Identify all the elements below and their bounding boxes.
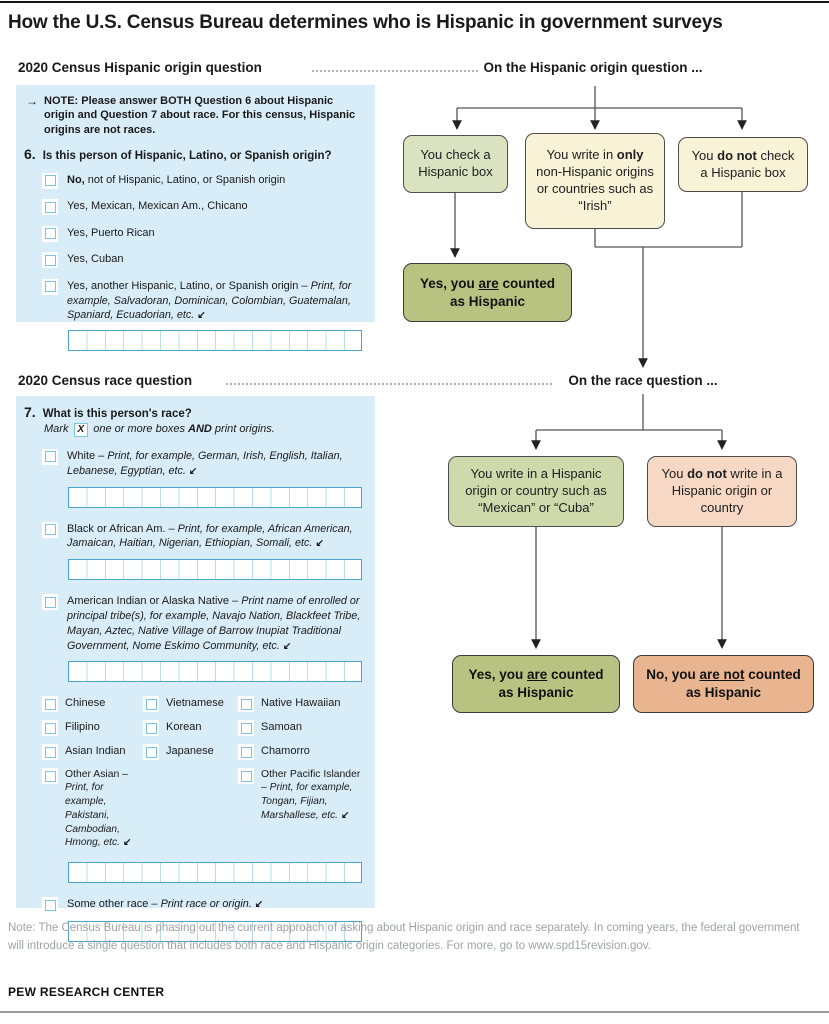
question-6 — [24, 147, 365, 164]
flow-result-counted-hispanic: Yes, you are counted as Hispanic — [403, 263, 572, 322]
grid-spacer — [143, 768, 238, 850]
q7-option-chinese: Chinese — [42, 696, 143, 712]
census-panel-race — [16, 396, 375, 911]
section-header-race: 2020 Census race question — [18, 373, 193, 388]
checkbox-icon — [238, 696, 254, 712]
question-text: Is this person of Hispanic, Latino, or Spanish origin? — [42, 149, 332, 162]
checkbox-icon — [42, 252, 58, 268]
write-in-grid — [68, 862, 362, 883]
print-arrow-icon: ↙ — [122, 837, 132, 849]
checkbox-icon — [42, 594, 58, 610]
checkbox-icon — [143, 744, 159, 760]
note-text: NOTE: Please answer BOTH Question 6 about Hispanic origin and Question 7 about race. For this census, Hispanic origins are not races. — [44, 95, 356, 136]
footer-note: Note: The Census Bureau is phasing out the current approach of asking about Hispanic origin and race separately. In coming years, the federal government will introduce a single question that includes both race and Hispanic origin categories. For more, go to www.spd15revision.gov. — [8, 922, 800, 952]
option-label: Some other race – Print race or origin. ↙ — [67, 898, 264, 911]
flow-result-race-not-counted-hispanic: No, you are not counted as Hispanic — [633, 655, 814, 713]
write-in-grid — [68, 330, 362, 351]
census-panel-hispanic-origin — [16, 85, 375, 322]
checkbox-icon — [42, 897, 58, 913]
print-arrow-icon: ↙ — [341, 809, 350, 821]
q7-option-japanese: Japanese — [143, 744, 238, 760]
q7-option-samoan: Samoan — [238, 720, 365, 736]
question-7 — [24, 405, 365, 422]
print-arrow-icon: ↙ — [282, 640, 292, 652]
q6-option-cuban — [42, 252, 365, 268]
q7-option-native-hawaiian: Native Hawaiian — [238, 696, 365, 712]
q7-option-black — [42, 522, 365, 552]
write-in-grid — [68, 559, 362, 580]
question-text: What is this person's race? — [42, 408, 192, 420]
checkbox-icon — [42, 768, 58, 784]
write-in-grid — [68, 661, 362, 682]
section-header-hispanic: 2020 Census Hispanic origin question — [18, 60, 262, 75]
top-rule — [0, 1, 829, 3]
checkbox-icon — [238, 744, 254, 760]
option-label: Yes, Puerto Rican — [67, 226, 155, 239]
print-arrow-icon: ↙ — [315, 538, 324, 550]
dotted-leader — [312, 70, 478, 72]
question-number: 7. — [24, 404, 36, 420]
page-title: How the U.S. Census Bureau determines who is Hispanic in government surveys — [8, 12, 723, 33]
option-label: American Indian or Alaska Native – Print name of enrolled or principal tribe(s), for example, Navajo Nation, Blackfeet Tribe, Mayan, Aztec, Native Village of Barrow Inupiat Traditional Government, Nome Eskimo Community, etc. ↙ — [67, 595, 361, 652]
x-box-icon: X — [74, 423, 89, 437]
q7-option-vietnamese: Vietnamese — [143, 696, 238, 712]
bottom-rule — [0, 1011, 829, 1013]
q6-option-puerto-rican — [42, 226, 365, 242]
checkbox-icon — [42, 199, 58, 215]
census-note — [26, 94, 366, 137]
checkbox-icon — [42, 279, 58, 295]
q6-option-no — [42, 173, 365, 189]
q6-option-another — [42, 279, 365, 323]
option-label: Black or African Am. – Print, for example, African American, Jamaican, Haitian, Nigerian, Ethiopian, Somali, etc. ↙ — [67, 522, 353, 550]
checkbox-icon — [42, 720, 58, 736]
q7-option-other-asian: Other Asian – Print, for example, Pakistani, Cambodian, Hmong, etc. ↙ — [42, 768, 143, 850]
checkbox-icon — [143, 696, 159, 712]
option-label: No, not of Hispanic, Latino, or Spanish origin — [67, 173, 286, 186]
checkbox-icon — [143, 720, 159, 736]
q7-option-white — [42, 449, 365, 479]
q7-option-filipino: Filipino — [42, 720, 143, 736]
checkbox-icon — [42, 744, 58, 760]
source-label: PEW RESEARCH CENTER — [8, 985, 165, 999]
write-in-grid — [68, 487, 362, 508]
flow-box-check-hispanic: You check a Hispanic box — [403, 135, 508, 193]
flow-box-no-check-hispanic: You do not check a Hispanic box — [678, 137, 808, 192]
option-label: Yes, Mexican, Mexican Am., Chicano — [67, 200, 248, 213]
race-checkbox-grid — [42, 696, 365, 850]
checkbox-icon — [42, 173, 58, 189]
q7-option-other-pacific: Other Pacific Islander – Print, for example, Tongan, Fijian, Marshallese, etc. ↙ — [238, 768, 365, 850]
checkbox-icon — [238, 720, 254, 736]
option-label: Yes, another Hispanic, Latino, or Spanish origin – Print, for example, Salvadoran, Dominican, Colombian, Guatemalan, Spaniard, Ecuadorian, etc. ↙ — [67, 279, 352, 322]
flow-box-write-in-hispanic-origin: You write in a Hispanic origin or country such as “Mexican” or “Cuba” — [448, 456, 624, 527]
checkbox-icon — [42, 449, 58, 465]
checkbox-icon — [238, 768, 254, 784]
checkbox-icon — [42, 522, 58, 538]
checkbox-icon — [42, 696, 58, 712]
q6-option-mexican — [42, 199, 365, 215]
flow-box-no-write-in-hispanic-origin: You do not write in a Hispanic origin or country — [647, 456, 797, 527]
dotted-leader — [226, 383, 552, 385]
mark-instruction: Mark X one or more boxes AND print origins. — [44, 422, 275, 435]
question-number: 6. — [24, 145, 36, 162]
q7-option-some-other-race — [42, 897, 365, 913]
option-label: White – Print, for example, German, Irish, English, Italian, Lebanese, Egyptian, etc. ↙ — [67, 449, 343, 477]
q7-option-asian-indian: Asian Indian — [42, 744, 143, 760]
note-arrow-icon: → — [26, 94, 38, 108]
q7-option-korean: Korean — [143, 720, 238, 736]
print-arrow-icon: ↙ — [188, 465, 198, 477]
flow-header-race: On the race question ... — [568, 373, 718, 388]
checkbox-icon — [42, 226, 58, 242]
print-arrow-icon: ↙ — [197, 310, 206, 322]
flow-box-write-in-only-non-hispanic: You write in only non-Hispanic origins or countries such as “Irish” — [525, 133, 665, 229]
print-arrow-icon: ↙ — [254, 899, 264, 911]
option-label: Yes, Cuban — [67, 253, 124, 266]
q7-option-aian — [42, 594, 365, 653]
q7-option-chamorro: Chamorro — [238, 744, 365, 760]
flow-header-hispanic: On the Hispanic origin question ... — [483, 60, 703, 75]
flow-result-race-counted-hispanic: Yes, you are counted as Hispanic — [452, 655, 620, 713]
